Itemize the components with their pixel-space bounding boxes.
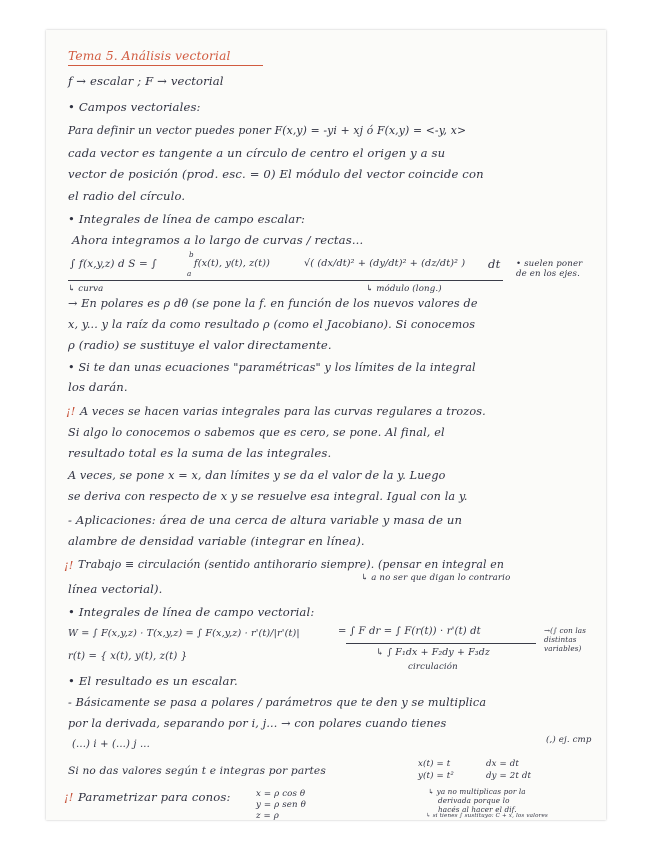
text-line: Parametrizar para conos:: [78, 790, 231, 804]
text-line: vector de posición (prod. esc. = 0) El módulo del vector coincide con: [68, 167, 484, 181]
formula-dt: dt: [488, 257, 501, 271]
param-system: x(t) = t: [418, 759, 451, 769]
margin-note: derivada porque lo: [438, 796, 510, 805]
bleed-through-text: [376, 50, 379, 61]
text-line: Si algo lo conocemos o sabemos que es cero, se pone. Al final, el: [68, 426, 445, 439]
text-line: línea vectorial).: [68, 582, 163, 596]
formula-rule: [346, 643, 536, 644]
text-line: A veces, se pone x = x, dan límites y se da el valor de la y. Luego: [68, 469, 446, 482]
param-system: y(t) = t²: [418, 771, 454, 781]
text-line: • El resultado es un escalar.: [68, 674, 238, 688]
param-differential: dx = dt: [486, 759, 520, 769]
page-title: Tema 5. Análisis vectorial: [68, 49, 231, 63]
param-differential: dy = 2t dt: [486, 771, 532, 781]
margin-note: circulación: [408, 662, 458, 672]
formula-line: ↳ ∫ F₁dx + F₂dy + F₃dz: [376, 647, 490, 658]
text-line: - Básicamente se pasa a polares / parámetros que te den y se multiplica: [68, 696, 487, 709]
formula-line: = ∫ F dr = ∫ F(r(t)) · r'(t) dt: [338, 626, 481, 637]
cone-equation: y = ρ sen θ: [256, 800, 306, 810]
margin-note: ↳ ya no multiplicas por la: [428, 787, 526, 796]
warning-mark: ¡!: [66, 404, 76, 418]
formula-line: r(t) = { x(t), y(t), z(t) }: [68, 651, 188, 662]
text-line: alambre de densidad variable (integrar en línea).: [68, 534, 365, 548]
title-underline: [68, 65, 263, 66]
text-line: Trabajo ≡ circulación (sentido antihorario siempre). (pensar en integral en: [78, 558, 505, 571]
formula-sqrt: √( (dx/dt)² + (dy/dt)² + (dz/dt)² ): [304, 258, 466, 269]
section-heading: • Campos vectoriales:: [68, 100, 201, 114]
text-line: por la derivada, separando por i, j... → con polares cuando tienes: [68, 717, 447, 730]
formula-rule: [68, 280, 503, 281]
margin-note: • suelen poner de en los ejes.: [516, 259, 583, 279]
warning-mark: ¡!: [64, 558, 74, 572]
warning-mark: ¡!: [64, 790, 74, 804]
cone-equation: z = ρ: [256, 811, 279, 820]
margin-note: (,) ej. cmp: [546, 735, 592, 745]
cone-equation: x = ρ cos θ: [256, 789, 306, 799]
text-line: Para definir un vector puedes poner F(x,y) = -yi + xj ó F(x,y) = <-y, x>: [68, 124, 467, 137]
text-line: ρ (radio) se sustituye el valor directamente.: [68, 338, 332, 352]
modulo-label: ↳ módulo (long.): [366, 284, 442, 294]
formula-lhs: ∫ f(x,y,z) d S = ∫: [70, 258, 157, 270]
text-line: cada vector es tangente a un círculo de centro el origen y a su: [68, 146, 446, 160]
text-line: • Si te dan unas ecuaciones "paramétricas" y los límites de la integral: [68, 361, 476, 374]
text-line: - Aplicaciones: área de una cerca de altura variable y masa de un: [68, 513, 463, 527]
text-line: el radio del círculo.: [68, 189, 186, 203]
formula-integrand: f(x(t), y(t), z(t)): [194, 258, 270, 269]
text-line: se deriva con respecto de x y se resuelve esa integral. Igual con la y.: [68, 490, 468, 503]
notebook-page: [46, 30, 606, 820]
margin-note: hacés al hacer el dif.: [438, 805, 517, 814]
text-line: (...) i + (...) j ...: [72, 739, 150, 750]
text-line: Si no das valores según t e integras por partes: [68, 765, 326, 777]
text-line: Ahora integramos a lo largo de curvas / rectas...: [72, 233, 364, 247]
margin-note: ↳ a no ser que digan lo contrario: [361, 573, 511, 583]
text-line: → En polares es ρ dθ (se pone la f. en función de los nuevos valores de: [68, 297, 478, 310]
text-line: resultado total es la suma de las integrales.: [68, 446, 332, 460]
margin-note: ↳ si tienes ∫ sustituyo: C + x, los valores: [426, 813, 548, 819]
formula-line: W = ∫ F(x,y,z) · T(x,y,z) = ∫ F(x,y,z) · r'(t)/|r'(t)|: [68, 628, 300, 639]
lower-limit: a: [187, 269, 192, 278]
margin-note: →(∫ con las distintas variables): [544, 626, 587, 653]
text-line: f → escalar ; F → vectorial: [68, 74, 224, 88]
text-line: los darán.: [68, 380, 128, 394]
text-line: A veces se hacen varias integrales para las curvas regulares a trozos.: [80, 405, 486, 418]
section-heading: • Integrales de línea de campo vectorial:: [68, 605, 315, 619]
curva-label: ↳ curva: [68, 284, 104, 294]
section-heading: • Integrales de línea de campo escalar:: [68, 212, 306, 226]
upper-limit: b: [189, 250, 194, 259]
text-line: x, y... y la raíz da como resultado ρ (como el Jacobiano). Si conocemos: [68, 318, 476, 331]
